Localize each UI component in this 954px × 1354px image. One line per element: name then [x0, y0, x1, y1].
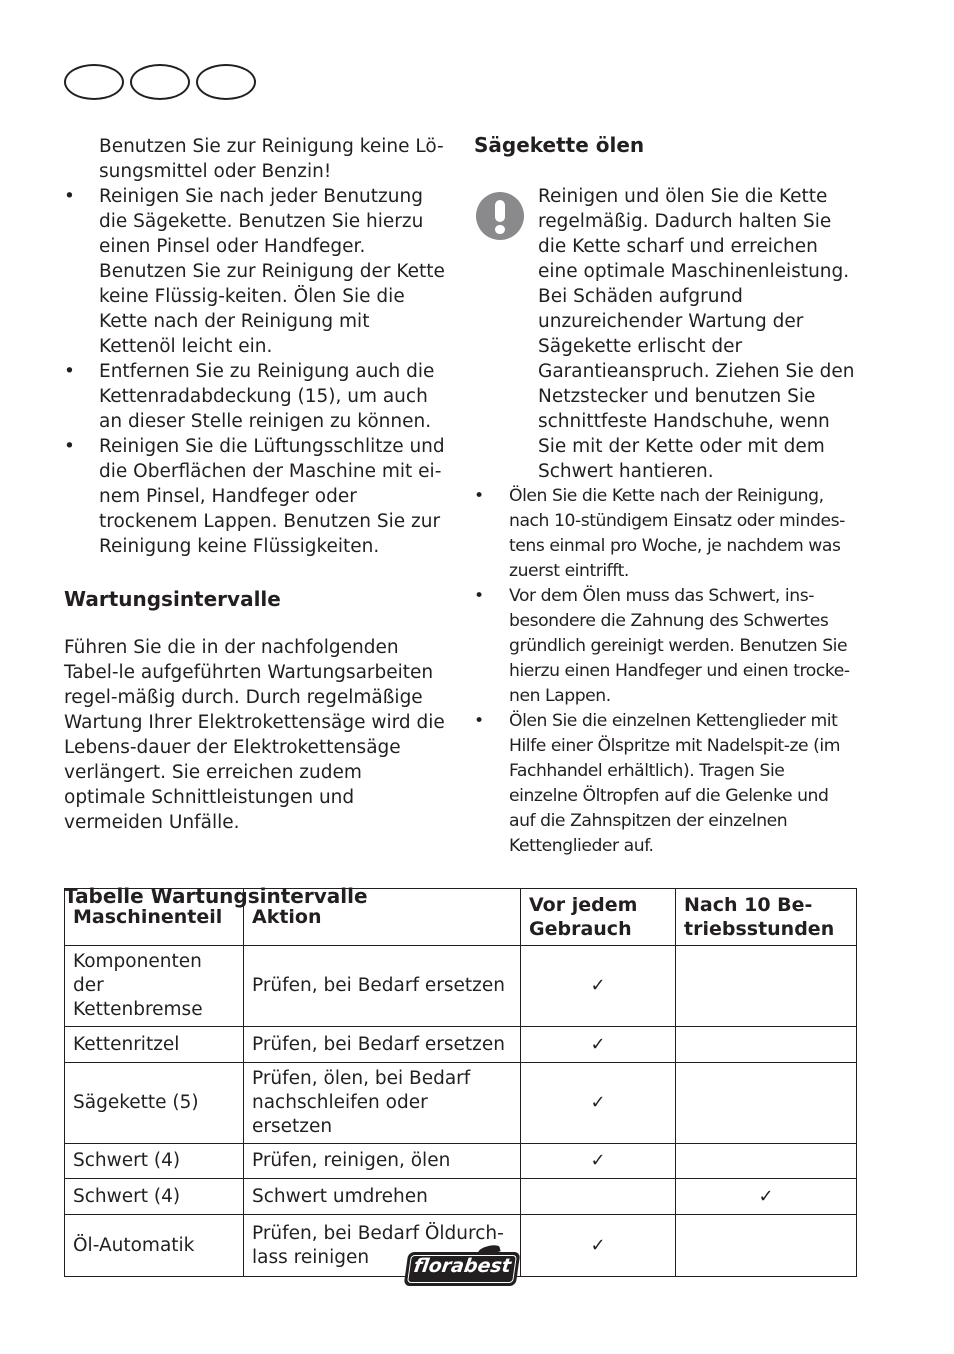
check-cell [676, 1063, 857, 1144]
heading-wartungsintervalle: Wartungsintervalle [64, 587, 281, 611]
logo-text: florabest [412, 1255, 513, 1277]
part-cell: Schwert (4) [65, 1179, 244, 1215]
check-cell: ✓ [521, 946, 676, 1027]
list-item: • Entfernen Sie zu Reinigung auch die Kettenradabdeckung (15), um auch an dieser Stelle reinigen zu können. [64, 361, 435, 432]
bullet-symbol: • [64, 186, 75, 207]
list-item: • Ölen Sie die Kette nach der Reinigung, nach 10-stündigem Einsatz oder mindes-tens einmal pro Woche, je nachdem was zuerst eintrifft. [474, 486, 845, 581]
table-row [65, 1063, 857, 1144]
column-header: Maschinenteil [65, 889, 244, 946]
check-cell: ✓ [676, 1179, 857, 1215]
check-cell: ✓ [521, 1027, 676, 1063]
check-cell: ✓ [521, 1215, 676, 1277]
check-cell [676, 1215, 857, 1277]
list-item: • Ölen Sie die einzelnen Kettenglieder mit Hilfe einer Ölspritze mit Nadelspit-ze (im Fachhandel erhältlich). Tragen Sie einzelne Öltropfen auf die Gelenke und auf die Zahnspitzen der einzelnen Kettenglieder auf. [474, 711, 841, 856]
table-row [65, 1144, 857, 1179]
part-cell: Komponenten der Kettenbremse [65, 946, 244, 1027]
maintenance-intro-text: Führen Sie die in der nachfolgenden Tabel-le aufgeführten Wartungsarbeiten regel-mäßig durch. Durch regelmäßige Wartung Ihrer Elektrokettensäge wird die Lebens-dauer der Elektrokettensäge verlängert. Sie erreichen zudem optimale Schnittleistungen und vermeiden Unfälle. [64, 637, 445, 833]
part-cell: Sägekette (5) [65, 1063, 244, 1144]
action-cell: Prüfen, bei Bedarf Öldurch-lass reinigen [244, 1215, 521, 1277]
action-cell: Prüfen, ölen, bei Bedarf nachschleifen oder ersetzen [244, 1063, 521, 1144]
list-item: • Reinigen Sie nach jeder Benutzung die Sägekette. Benutzen Sie hierzu einen Pinsel oder Handfeger. Benutzen Sie zur Reinigung der Kette keine Flüssig-keiten. Ölen Sie die Kette nach der Reinigung mit Kettenöl leicht ein. [64, 186, 445, 357]
heading-tabelle-wartungsintervalle: Tabelle Wartungsintervalle [64, 884, 368, 908]
right-column [474, 184, 856, 859]
check-cell [676, 1027, 857, 1063]
warning-text: Reinigen und ölen Sie die Kette regelmäßig. Dadurch halten Sie die Kette scharf und erreichen eine optimale Maschinenleistung. Bei Schäden aufgrund unzureichender Wartung der Sägekette erlischt der Garantieanspruch. Ziehen Sie den Netzstecker und benutzen Sie schnittfeste Handschuhe, wenn Sie mit der Kette oder mit dem Schwert hantieren. [538, 186, 855, 482]
table-row [65, 1027, 857, 1063]
part-cell: Öl-Automatik [65, 1215, 244, 1277]
bullet-symbol: • [64, 361, 75, 382]
cleaning-bullet-list [64, 184, 448, 559]
column-header: Aktion [244, 889, 521, 946]
heading-saegekette-oelen: Sägekette ölen [474, 133, 645, 157]
bullet-symbol: • [474, 711, 484, 731]
action-cell: Prüfen, bei Bedarf ersetzen [244, 946, 521, 1027]
check-cell [521, 1179, 676, 1215]
column-header: Nach 10 Be-triebsstunden [676, 889, 857, 946]
left-column [64, 134, 448, 908]
table-row [65, 1179, 857, 1215]
list-item: • Reinigen Sie die Lüftungsschlitze und die Oberflächen der Maschine mit ei-nem Pinsel, Handfeger oder trockenem Lappen. Benutzen Sie zur Reinigung keine Flüssigkeiten. [64, 436, 445, 557]
column-header: Vor jedem Gebrauch [521, 889, 676, 946]
check-cell [676, 946, 857, 1027]
language-oval-1 [64, 64, 124, 100]
language-oval-3 [196, 64, 256, 100]
list-item: • Vor dem Ölen muss das Schwert, ins-besondere die Zahnung des Schwertes gründlich gereinigt werden. Benutzen Sie hierzu einen Handfeger und einen trocke-nen Lappen. [474, 586, 850, 706]
part-cell: Kettenritzel [65, 1027, 244, 1063]
language-oval-2 [130, 64, 190, 100]
bullet-symbol: • [64, 436, 75, 457]
table-row [65, 946, 857, 1027]
action-cell: Prüfen, reinigen, ölen [244, 1144, 521, 1179]
part-cell: Schwert (4) [65, 1144, 244, 1179]
bullet-symbol: • [474, 586, 484, 606]
action-cell: Schwert umdrehen [244, 1179, 521, 1215]
check-cell [676, 1144, 857, 1179]
check-cell: ✓ [521, 1063, 676, 1144]
action-cell: Prüfen, bei Bedarf ersetzen [244, 1027, 521, 1063]
oiling-bullet-list [474, 484, 856, 859]
florabest-logo [404, 1252, 521, 1286]
bullet-symbol: • [474, 486, 484, 506]
table-header-row [65, 889, 857, 946]
cleaning-intro-text: Benutzen Sie zur Reinigung keine Lö- sungsmittel oder Benzin! [99, 136, 444, 182]
maintenance-table [64, 888, 857, 1277]
check-cell: ✓ [521, 1144, 676, 1179]
